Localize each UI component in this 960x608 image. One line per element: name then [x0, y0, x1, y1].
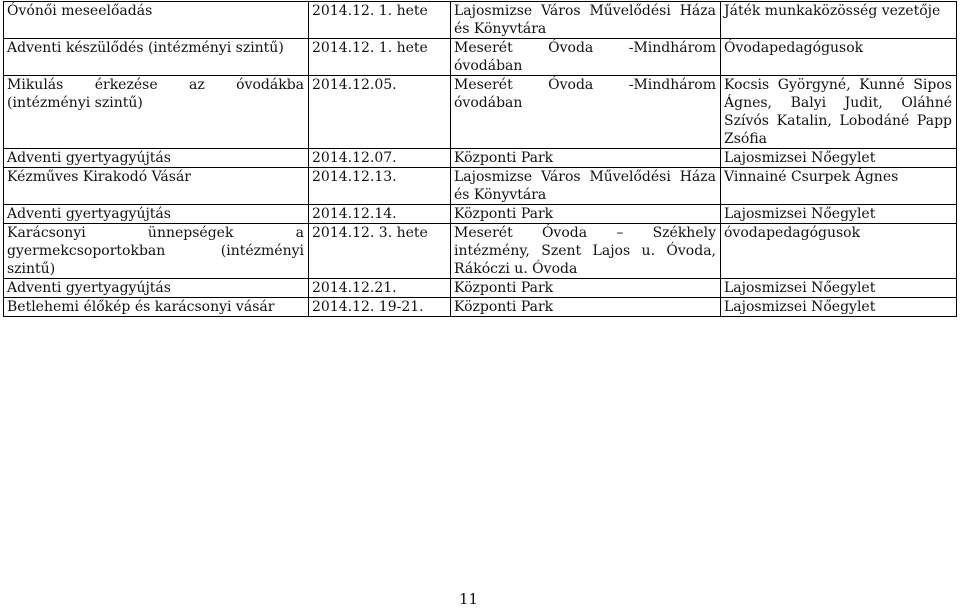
event-date-cell: 2014.12.21. [309, 279, 451, 298]
event-name-cell: Karácsonyi ünnepségek a gyermekcsoportokban (intézményi szintű) [4, 224, 309, 279]
table-row [4, 298, 957, 317]
table-row [4, 279, 957, 298]
event-name-cell: Mikulás érkezése az óvodákba (intézményi szintű) [4, 76, 309, 149]
table-row [4, 76, 957, 149]
event-organizer-cell: Vinnainé Csurpek Ágnes [721, 168, 957, 205]
event-date-cell: 2014.12. 3. hete [309, 224, 451, 279]
event-name-cell: Adventi gyertyagyújtás [4, 149, 309, 168]
event-organizer-cell: Óvodapedagógusok [721, 39, 957, 76]
event-organizer-cell: Lajosmizsei Nőegylet [721, 298, 957, 317]
event-date-cell: 2014.12.07. [309, 149, 451, 168]
table-row [4, 39, 957, 76]
table-row [4, 205, 957, 224]
event-date-cell: 2014.12. 19-21. [309, 298, 451, 317]
event-date-cell: 2014.12.13. [309, 168, 451, 205]
event-date-cell: 2014.12.05. [309, 76, 451, 149]
event-location-cell: Meserét Óvoda -Mindhárom óvodában [451, 39, 721, 76]
event-organizer-cell: Lajosmizsei Nőegylet [721, 279, 957, 298]
event-name-cell: Adventi gyertyagyújtás [4, 205, 309, 224]
event-location-cell: Központi Park [451, 279, 721, 298]
table-row [4, 224, 957, 279]
event-organizer-cell: Játék munkaközösség vezetője [721, 2, 957, 39]
event-name-cell: Óvónői meseelőadás [4, 2, 309, 39]
event-organizer-cell: Lajosmizsei Nőegylet [721, 205, 957, 224]
event-organizer-cell: óvodapedagógusok [721, 224, 957, 279]
page-number: 11 [458, 590, 479, 608]
event-name-cell: Kézműves Kirakodó Vásár [4, 168, 309, 205]
event-name-cell: Betlehemi élőkép és karácsonyi vásár [4, 298, 309, 317]
event-organizer-cell: Kocsis Györgyné, Kunné Sipos Ágnes, Balyi Judit, Oláhné Szívós Katalin, Lobodáné Papp Zsófia [721, 76, 957, 149]
event-location-cell: Központi Park [451, 298, 721, 317]
event-organizer-cell: Lajosmizsei Nőegylet [721, 149, 957, 168]
event-location-cell: Központi Park [451, 205, 721, 224]
event-schedule-table [3, 1, 957, 317]
event-location-cell: Meserét Óvoda – Székhely intézmény, Szent Lajos u. Óvoda, Rákóczi u. Óvoda [451, 224, 721, 279]
event-schedule-body [4, 2, 957, 317]
event-location-cell: Lajosmizse Város Művelődési Háza és Könyvtára [451, 2, 721, 39]
event-date-cell: 2014.12.14. [309, 205, 451, 224]
table-row [4, 2, 957, 39]
event-location-cell: Lajosmizse Város Művelődési Háza és Könyvtára [451, 168, 721, 205]
event-date-cell: 2014.12. 1. hete [309, 39, 451, 76]
event-date-cell: 2014.12. 1. hete [309, 2, 451, 39]
event-location-cell: Központi Park [451, 149, 721, 168]
event-name-cell: Adventi gyertyagyújtás [4, 279, 309, 298]
event-location-cell: Meserét Óvoda -Mindhárom óvodában [451, 76, 721, 149]
table-row [4, 168, 957, 205]
event-name-cell: Adventi készülődés (intézményi szintű) [4, 39, 309, 76]
table-row [4, 149, 957, 168]
